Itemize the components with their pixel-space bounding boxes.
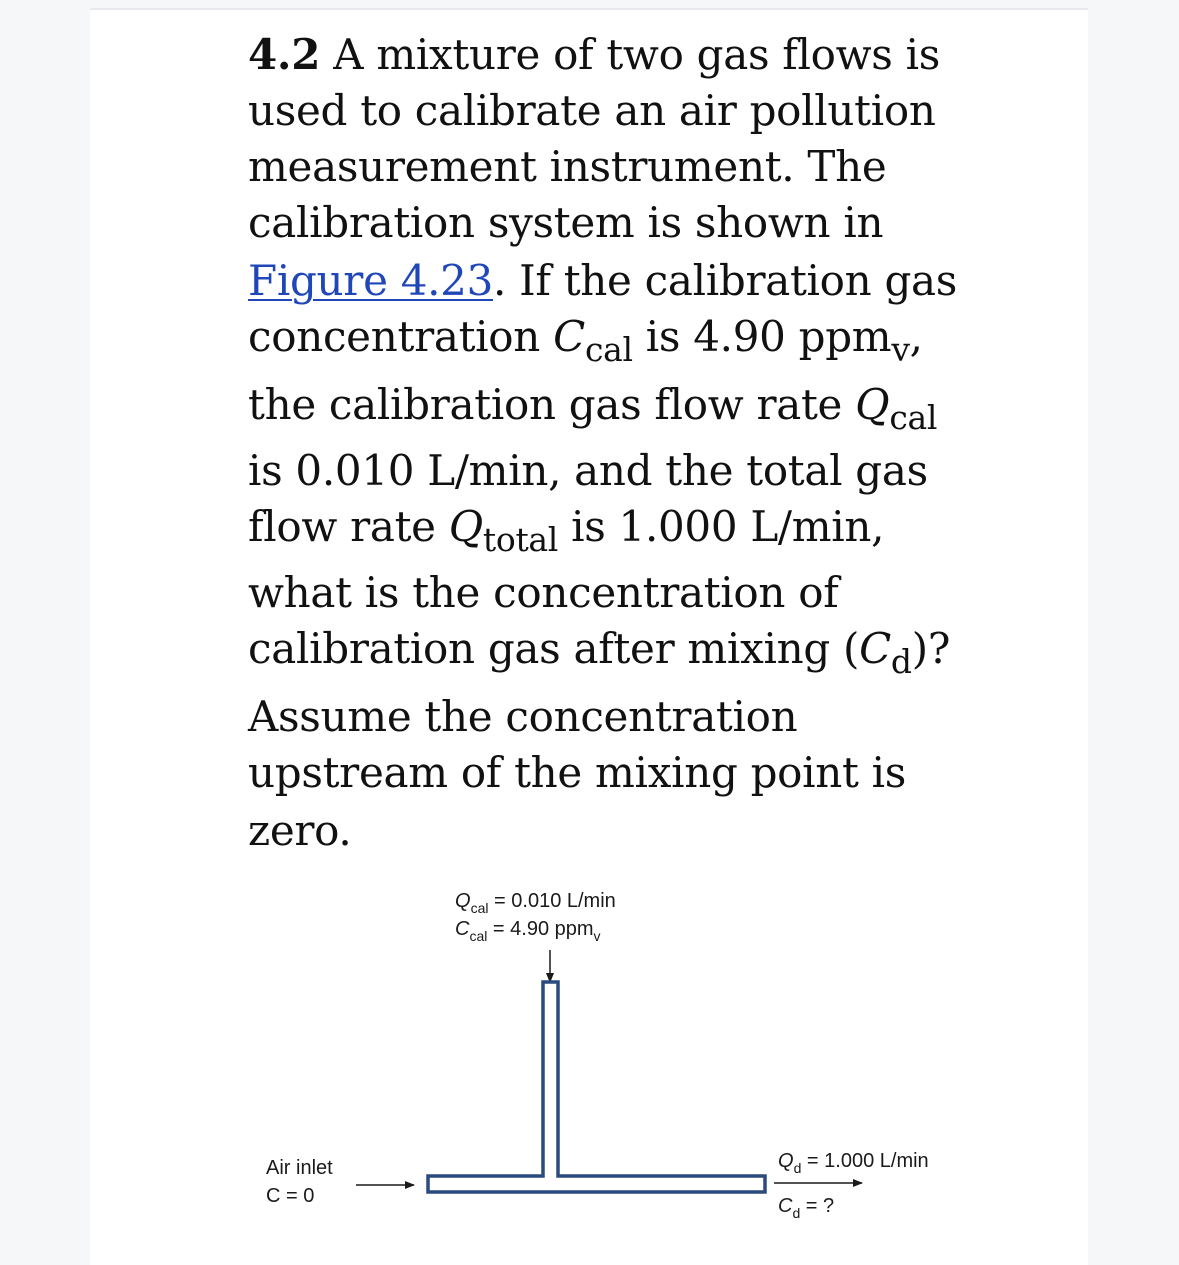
problem-line-14: zero. xyxy=(248,806,352,855)
air-inlet-concentration: C = 0 xyxy=(266,1185,315,1207)
qd-label: $Q_d = 1.000$ L/min xyxy=(778,1150,929,1176)
cd-label: $C_d$ = ? xyxy=(778,1195,835,1221)
ccal-label: $C_{cal} = 4.90$ ppm$_v$ xyxy=(455,918,601,944)
problem-line-2: used to calibrate an air pollution xyxy=(248,86,936,135)
problem-number: 4.2 xyxy=(248,30,321,79)
problem-line-10: what is the concentration of xyxy=(248,568,839,617)
problem-line-11: calibration gas after mixing $(C_d)$? xyxy=(248,624,951,681)
figure-link[interactable]: Figure 4.23 xyxy=(248,256,494,305)
qcal-label: $Q_{cal} = 0.010$ L/min xyxy=(455,890,616,916)
problem-line-12: Assume the concentration xyxy=(248,692,798,741)
problem-line-1: 4.2 A mixture of two gas flows is xyxy=(248,30,940,79)
problem-line-7: the calibration gas flow rate $Q_{cal}$ xyxy=(248,380,938,437)
problem-line-5: Figure 4.23. If the calibration gas xyxy=(248,256,958,305)
problem-line-9: flow rate $Q_{total}$ is 1.000 L/min, xyxy=(248,502,885,559)
problem-line-3: measurement instrument. The xyxy=(248,142,887,191)
problem-line-6: concentration $C_{cal}$ is 4.90 ppm$_v$, xyxy=(248,312,923,369)
t-junction-pipe xyxy=(428,982,765,1192)
air-inlet-label: Air inlet xyxy=(266,1157,333,1179)
problem-line-4: calibration system is shown in xyxy=(248,198,884,247)
problem-line-8: is 0.010 L/min, and the total gas xyxy=(248,446,928,495)
problem-line-13: upstream of the mixing point is xyxy=(248,748,907,797)
